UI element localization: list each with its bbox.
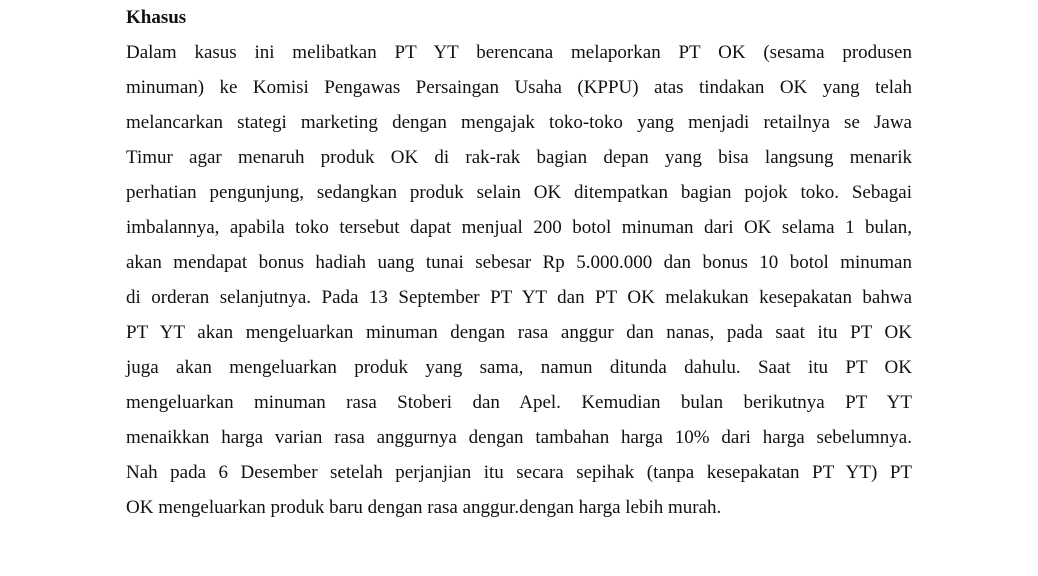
paragraph-line: perhatian pengunjung, sedangkan produk selain OK ditempatkan bagian pojok toko. Sebagai <box>126 182 912 203</box>
paragraph-line: PT YT akan mengeluarkan minuman dengan rasa anggur dan nanas, pada saat itu PT OK <box>126 322 912 343</box>
section-heading: Khasus <box>126 7 187 28</box>
paragraph-line: juga akan mengeluarkan produk yang sama, namun ditunda dahulu. Saat itu PT OK <box>126 357 912 378</box>
paragraph-line: Nah pada 6 Desember setelah perjanjian itu secara sepihak (tanpa kesepakatan PT YT) PT <box>126 462 912 483</box>
paragraph-line: melancarkan stategi marketing dengan mengajak toko-toko yang menjadi retailnya se Jawa <box>126 112 912 133</box>
paragraph-line: minuman) ke Komisi Pengawas Persaingan Usaha (KPPU) atas tindakan OK yang telah <box>126 77 912 98</box>
paragraph-line: OK mengeluarkan produk baru dengan rasa anggur.dengan harga lebih murah. <box>126 497 722 518</box>
paragraph-line: Timur agar menaruh produk OK di rak-rak bagian depan yang bisa langsung menarik <box>126 147 912 168</box>
case-paragraph <box>126 35 912 525</box>
paragraph-line: akan mendapat bonus hadiah uang tunai sebesar Rp 5.000.000 dan bonus 10 botol minuman <box>126 252 912 273</box>
paragraph-line: mengeluarkan minuman rasa Stoberi dan Apel. Kemudian bulan berikutnya PT YT <box>126 392 912 413</box>
paragraph-line: menaikkan harga varian rasa anggurnya dengan tambahan harga 10% dari harga sebelumnya. <box>126 427 912 448</box>
paragraph-line: di orderan selanjutnya. Pada 13 September PT YT dan PT OK melakukan kesepakatan bahwa <box>126 287 912 308</box>
paragraph-line: imbalannya, apabila toko tersebut dapat menjual 200 botol minuman dari OK selama 1 bulan, <box>126 217 912 238</box>
paragraph-line: Dalam kasus ini melibatkan PT YT berencana melaporkan PT OK (sesama produsen <box>126 42 912 63</box>
